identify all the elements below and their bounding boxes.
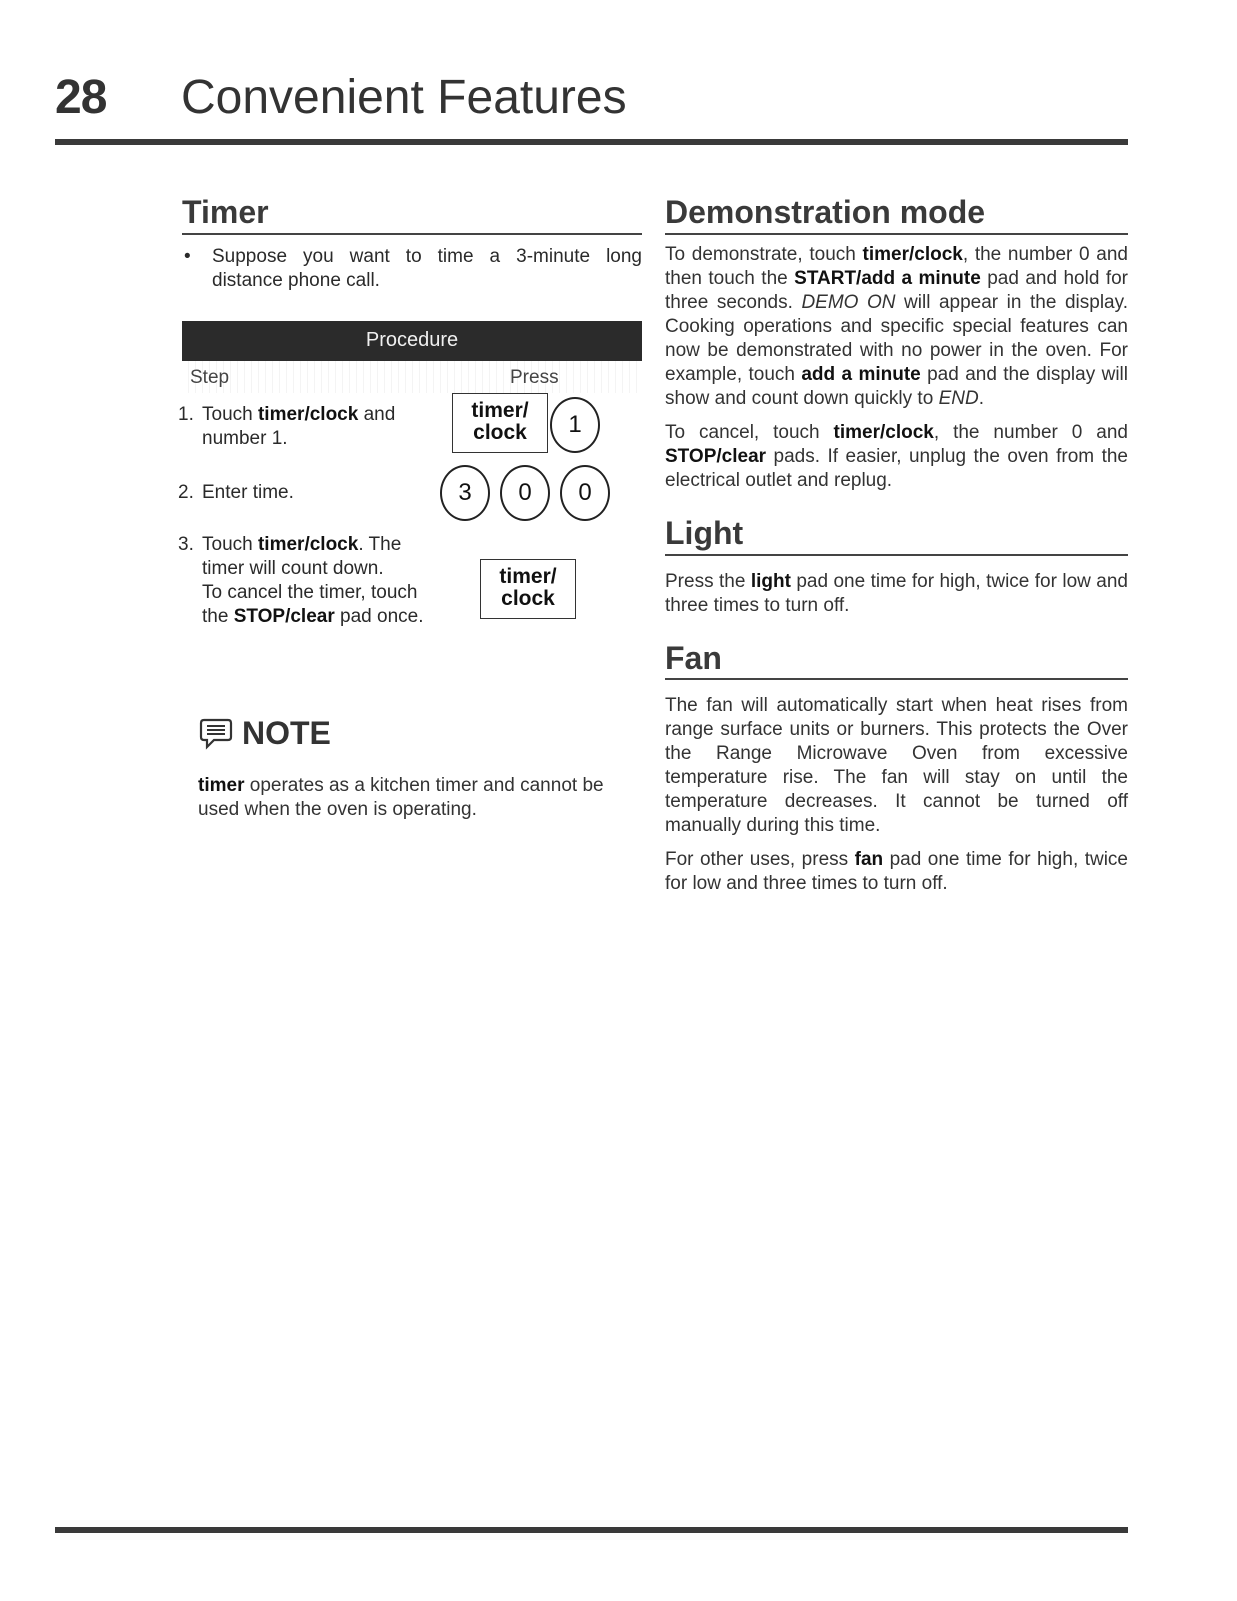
- digit-0-key-icon: 0: [560, 465, 610, 521]
- procedure-step-1: [178, 403, 432, 451]
- fan-paragraph-2: For other uses, press fan pad one time for high, twice for low and three times to turn off.: [665, 849, 1128, 895]
- digit-0-key-icon: 0: [500, 465, 550, 521]
- procedure-column-headers: [182, 361, 642, 393]
- page-number: 28: [55, 71, 107, 124]
- timer-bullet-text: Suppose you want to time a 3-minute long distance phone call.: [212, 245, 642, 291]
- footer-rule: [55, 1527, 1128, 1533]
- fan-heading: Fan: [665, 640, 1128, 681]
- procedure-step-3: [178, 533, 432, 629]
- step-column-label: Step: [190, 366, 230, 388]
- timer-clock-key-icon: timer/ clock: [452, 393, 548, 453]
- fan-paragraph-1: The fan will automatically start when heat rises from range surface units or burners. This protects the Over the Range Microwave Oven from excessive temperature rise. The fan will stay on until the temperature decreases. It cannot be turned off manually during this time.: [665, 695, 1128, 837]
- step-text: Touch timer/clock and number 1.: [202, 403, 396, 449]
- right-column: [665, 194, 1128, 896]
- page-title: Convenient Features: [181, 71, 627, 124]
- procedure-bar: Procedure: [182, 321, 642, 361]
- press-column-label: Press: [510, 366, 559, 388]
- procedure-step-2: [178, 481, 432, 505]
- digit-1-key-icon: 1: [550, 397, 600, 453]
- timer-clock-key-icon: timer/ clock: [480, 559, 576, 619]
- step-text: Touch timer/clock. The timer will count down. To cancel the timer, touch the STOP/clear pad once.: [202, 533, 424, 627]
- light-paragraph: Press the light pad one time for high, twice for low and three times to turn off.: [665, 570, 1128, 616]
- timer-heading: Timer: [182, 194, 642, 235]
- step-number: 1.: [178, 403, 194, 425]
- timer-section: [178, 194, 642, 822]
- page-header: [55, 66, 1128, 144]
- note-block: [182, 715, 642, 822]
- header-rule: [55, 139, 1128, 145]
- demo-paragraph-2: To cancel, touch timer/clock, the number 0 and STOP/clear pads. If easier, unplug the oven from the electrical outlet and replug.: [665, 421, 1128, 491]
- step-text: Enter time.: [202, 481, 294, 503]
- step-number: 3.: [178, 533, 194, 555]
- light-heading: Light: [665, 515, 1128, 556]
- digit-3-key-icon: 3: [440, 465, 490, 521]
- demo-heading: Demonstration mode: [665, 194, 1128, 235]
- step-number: 2.: [178, 481, 194, 503]
- note-text: timer operates as a kitchen timer and cannot be used when the oven is operating.: [198, 774, 604, 820]
- timer-bullet: [182, 245, 642, 293]
- procedure-steps: [178, 393, 642, 693]
- note-header: [198, 715, 642, 752]
- note-label: NOTE: [242, 714, 331, 751]
- demo-paragraph-1: To demonstrate, touch timer/clock, the number 0 and then touch the START/add a minute pad and hold for three seconds. DEMO ON will appear in the display. Cooking operations and specific special features can now be demonstrated with no power in the oven. For example, touch add a minute pad and the display will show and count down quickly to END.: [665, 243, 1128, 409]
- bullet-dot-icon: •: [184, 245, 191, 267]
- note-icon: [198, 716, 234, 750]
